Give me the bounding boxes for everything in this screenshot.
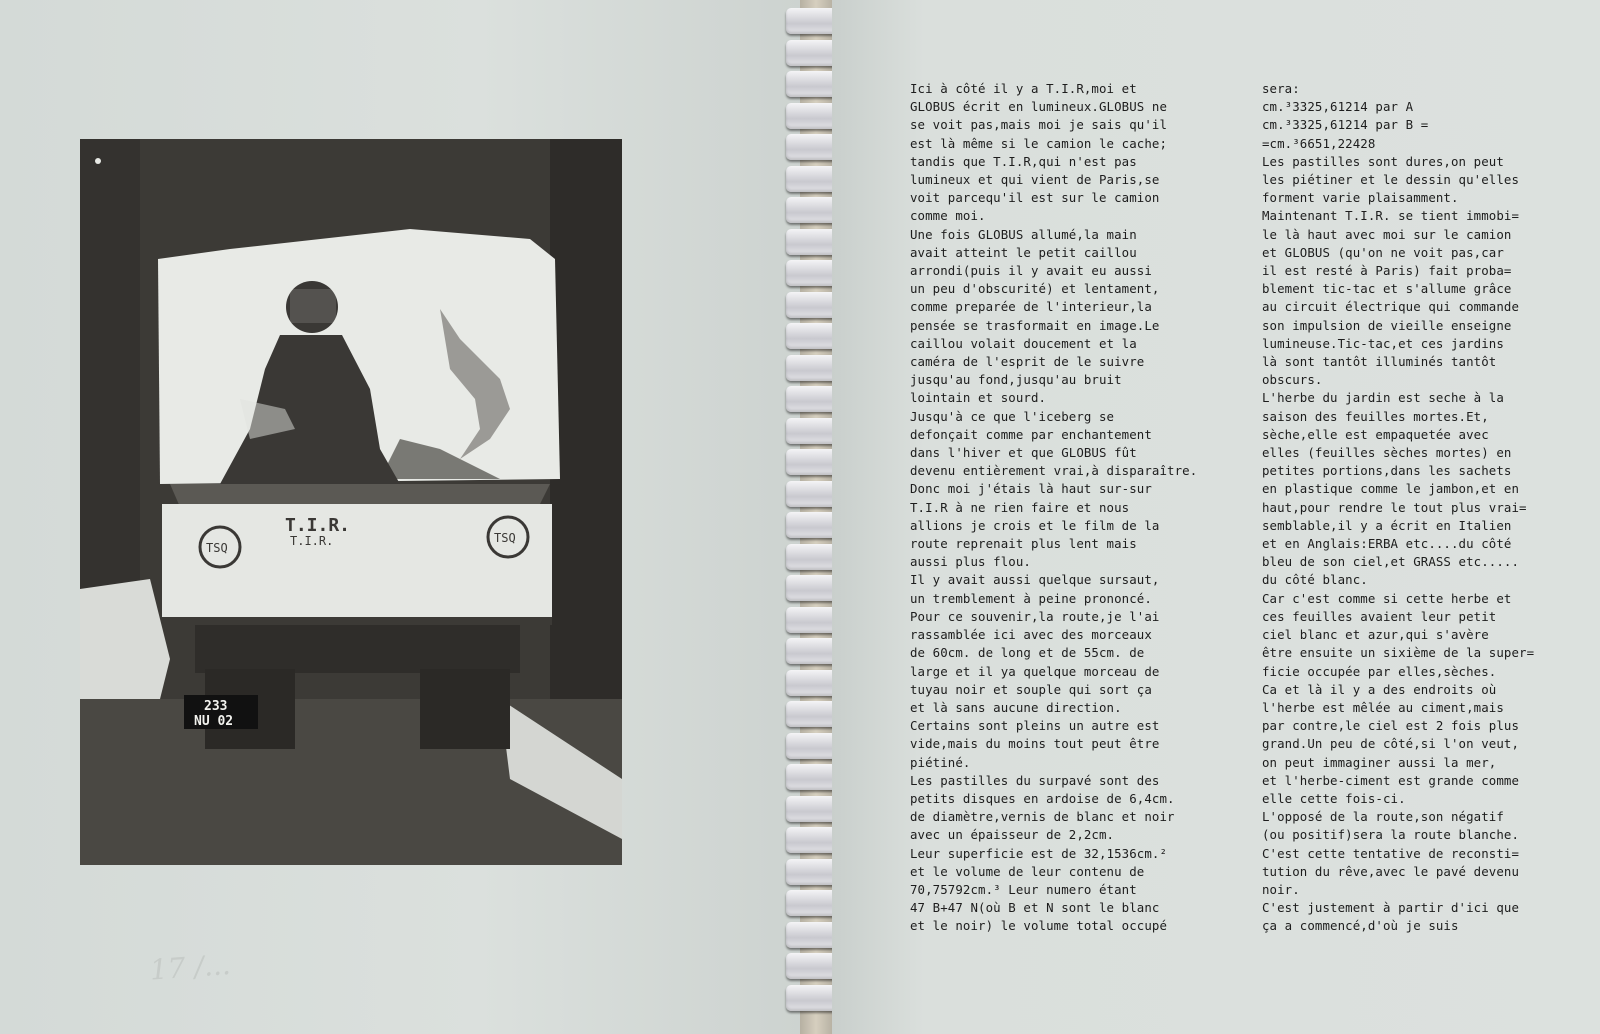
text-line: Les pastilles du surpavé sont des (910, 772, 1160, 788)
text-line: Maintenant T.I.R. se tient immobi= (1262, 208, 1520, 224)
text-line: T.I.R à ne rien faire et nous (910, 499, 1130, 515)
text-line: dans l'hiver et que GLOBUS fût (910, 445, 1137, 461)
text-line: son impulsion de vieille enseigne (1262, 317, 1512, 333)
text-line: un tremblement à peine prononcé. (910, 590, 1152, 606)
text-line: semblable,il y a écrit en Italien (1262, 517, 1512, 533)
text-line: ces feuilles avaient leur petit (1262, 608, 1497, 624)
tarp-sublabel: T.I.R. (290, 534, 334, 548)
text-line: noir. (1262, 881, 1300, 897)
text-line: 70,75792cm.³ Leur numero étant (910, 881, 1137, 897)
text-line: pensée se trasformait en image.Le (910, 317, 1160, 333)
text-line: lumineux et qui vient de Paris,se (910, 172, 1160, 188)
text-line: ficie occupée par elles,sèches. (1262, 663, 1497, 679)
text-line: un peu d'obscurité) et lentament, (910, 281, 1160, 297)
text-line: L'opposé de la route,son négatif (1262, 809, 1504, 825)
text-line: grand.Un peu de côté,si l'on veut, (1262, 736, 1520, 752)
text-line: l'herbe est mêlée au ciment,mais (1262, 699, 1504, 715)
text-line: Jusqu'à ce que l'iceberg se (910, 408, 1115, 424)
truck-illustration (80, 139, 622, 865)
text-line: jusqu'au fond,jusqu'au bruit (910, 372, 1122, 388)
text-line: saison des feuilles mortes.Et, (1262, 408, 1489, 424)
text-line: Car c'est comme si cette herbe et (1262, 590, 1512, 606)
text-line: vide,mais du moins tout peut être (910, 736, 1160, 752)
text-line: et le volume de leur contenu de (910, 863, 1145, 879)
text-line: et GLOBUS (qu'on ne voit pas,car (1262, 244, 1504, 260)
text-line: en plastique comme le jambon,et en (1262, 481, 1520, 497)
text-line: avec un épaisseur de 2,2cm. (910, 827, 1115, 843)
text-line: là sont tantôt illuminés tantôt (1262, 354, 1497, 370)
text-line: voit parcequ'il est sur le camion (910, 190, 1160, 206)
text-line: il est resté à Paris) fait proba= (1262, 263, 1512, 279)
text-line: lumineuse.Tic-tac,et ces jardins (1262, 335, 1504, 351)
text-line: du côté blanc. (1262, 572, 1368, 588)
text-line: et le noir) le volume total occupé (910, 918, 1168, 934)
text-line: au circuit électrique qui commande (1262, 299, 1520, 315)
text-line: caméra de l'esprit de le suivre (910, 354, 1145, 370)
text-line: Les pastilles sont dures,on peut (1262, 153, 1504, 169)
text-line: le là haut avec moi sur le camion (1262, 226, 1512, 242)
text-line: on peut immaginer aussi la mer, (1262, 754, 1497, 770)
text-line: sèche,elle est empaquetée avec (1262, 426, 1489, 442)
text-line: est là même si le camion le cache; (910, 135, 1168, 151)
text-line: piétiné. (910, 754, 971, 770)
text-line: L'herbe du jardin est seche à la (1262, 390, 1504, 406)
text-line: ciel blanc et azur,qui s'avère (1262, 627, 1489, 643)
text-line: C'est cette tentative de reconsti= (1262, 845, 1520, 861)
text-line: (ou positif)sera la route blanche. (1262, 827, 1520, 843)
text-line: de diamètre,vernis de blanc et noir (910, 809, 1175, 825)
text-line: tuyau noir et souple qui sort ça (910, 681, 1152, 697)
text-line: tandis que T.I.R,qui n'est pas (910, 153, 1137, 169)
text-line: ça a commencé,d'où je suis (1262, 918, 1459, 934)
text-line: Certains sont pleins un autre est (910, 718, 1160, 734)
text-column-left (910, 80, 1197, 936)
text-line: tution du rêve,avec le pavé devenu (1262, 863, 1520, 879)
text-line: comme moi. (910, 208, 986, 224)
text-line: Pour ce souvenir,la route,je l'ai (910, 608, 1160, 624)
text-line: Leur superficie est de 32,1536cm.² (910, 845, 1168, 861)
text-line: sera: (1262, 81, 1300, 96)
text-line: elles (feuilles sèches mortes) en (1262, 445, 1512, 461)
license-plate-line2: NU 02 (194, 714, 234, 729)
text-line: et là sans aucune direction. (910, 699, 1122, 715)
text-line: aussi plus flou. (910, 554, 1031, 570)
text-line: =cm.³6651,22428 (1262, 135, 1376, 151)
text-line: bleu de son ciel,et GRASS etc..... (1262, 554, 1520, 570)
text-line: avait atteint le petit caillou (910, 244, 1137, 260)
text-line: obscurs. (1262, 372, 1323, 388)
text-line: Une fois GLOBUS allumé,la main (910, 226, 1137, 242)
text-line: par contre,le ciel est 2 fois plus (1262, 718, 1520, 734)
pencil-annotation: 17 /... (148, 948, 232, 987)
text-line: les piétiner et le dessin qu'elles (1262, 172, 1520, 188)
truck-photograph (80, 139, 622, 865)
text-line: Il y avait aussi quelque sursaut, (910, 572, 1160, 588)
text-line: elle cette fois-ci. (1262, 790, 1406, 806)
text-line: Ici à côté il y a T.I.R,moi et (910, 81, 1137, 96)
text-line: haut,pour rendre le tout plus vrai= (1262, 499, 1527, 515)
text-line: Donc moi j'étais là haut sur-sur (910, 481, 1152, 497)
text-line: se voit pas,mais moi je sais qu'il (910, 117, 1168, 133)
text-line: petits disques en ardoise de 6,4cm. (910, 790, 1175, 806)
text-line: et l'herbe-ciment est grande comme (1262, 772, 1520, 788)
text-column-right (1262, 80, 1534, 936)
text-line: cm.³3325,61214 par B = (1262, 117, 1429, 133)
tarp-label: T.I.R. (285, 515, 351, 536)
text-line: C'est justement à partir d'ici que (1262, 900, 1520, 916)
license-plate-line1: 233 (204, 699, 228, 714)
text-line: caillou volait doucement et la (910, 335, 1137, 351)
text-line: GLOBUS écrit en lumineux.GLOBUS ne (910, 99, 1168, 115)
logo-right: TSQ (494, 531, 516, 545)
text-line: blement tic-tac et s'allume grâce (1262, 281, 1512, 297)
text-line: arrondi(puis il y avait eu aussi (910, 263, 1152, 279)
text-line: allions je crois et le film de la (910, 517, 1160, 533)
text-line: comme preparée de l'interieur,la (910, 299, 1152, 315)
text-line: large et il ya quelque morceau de (910, 663, 1160, 679)
text-line: defonçait comme par enchantement (910, 426, 1152, 442)
text-line: rassamblée ici avec des morceaux (910, 627, 1152, 643)
text-line: et en Anglais:ERBA etc....du côté (1262, 536, 1512, 552)
text-line: forment varie plaisamment. (1262, 190, 1459, 206)
text-line: cm.³3325,61214 par A (1262, 99, 1414, 115)
text-line: de 60cm. de long et de 55cm. de (910, 645, 1145, 661)
text-line: être ensuite un sixième de la super= (1262, 645, 1535, 661)
text-line: 47 B+47 N(où B et N sont le blanc (910, 900, 1160, 916)
text-line: devenu entièrement vrai,à disparaître. (910, 463, 1198, 479)
text-line: route reprenait plus lent mais (910, 536, 1137, 552)
text-line: petites portions,dans les sachets (1262, 463, 1512, 479)
logo-left: TSQ (206, 541, 228, 555)
text-line: lointain et sourd. (910, 390, 1047, 406)
text-line: Ca et là il y a des endroits où (1262, 681, 1497, 697)
